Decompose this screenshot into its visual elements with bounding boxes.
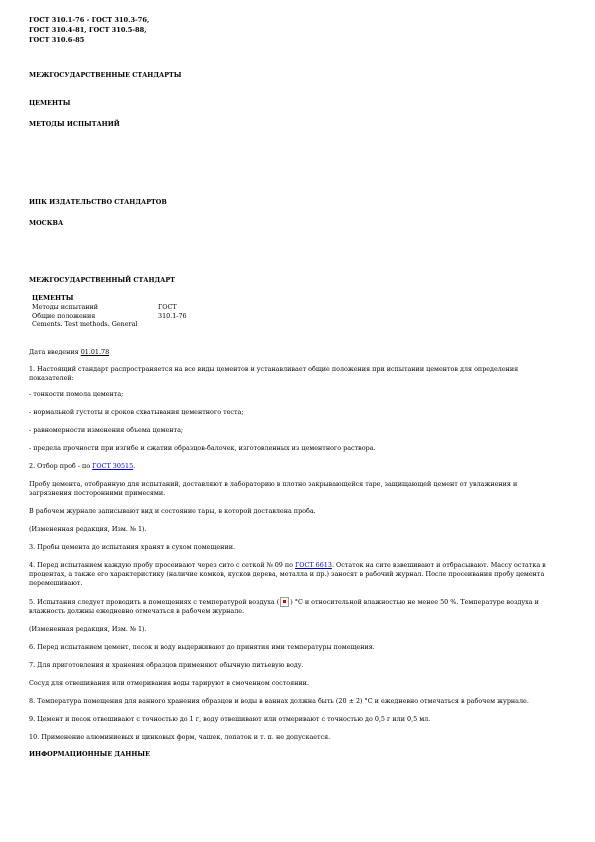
clause-10: 10. Применение алюминиевых и цинковых форм, чашек, лопаток и т. п. не допускается. <box>29 733 331 741</box>
title-block <box>29 294 187 329</box>
title-gost: ГОСТ <box>158 303 177 311</box>
introduction-date <box>29 348 557 357</box>
publisher-name: ИПК ИЗДАТЕЛЬСТВО СТАНДАРТОВ <box>29 198 167 206</box>
clause-6: 6. Перед испытанием цемент, песок и воду выдерживают до принятия ими температуры помещения. <box>29 643 375 651</box>
clause-4 <box>29 561 557 588</box>
title-name: ЦЕМЕНТЫ <box>32 294 74 302</box>
clause-2-end: . <box>133 462 136 470</box>
content <box>29 348 557 759</box>
clause-2-record: В рабочем журнале записывают вид и состояние тары, в которой доставлена проба. <box>29 507 316 515</box>
gost-30515-link[interactable]: ГОСТ 30515 <box>92 462 134 470</box>
header-line: ГОСТ 310.6-85 <box>29 36 85 44</box>
title-number: 310.1-76 <box>158 311 187 320</box>
gost-6613-link[interactable]: ГОСТ 6613 <box>295 561 332 569</box>
publisher-city: МОСКВА <box>29 219 64 227</box>
info-heading: ИНФОРМАЦИОННЫЕ ДАННЫЕ <box>29 750 150 758</box>
date-value: 01.01.78 <box>80 348 110 356</box>
subject-heading: ЦЕМЕНТЫ <box>29 99 71 107</box>
bullet-4: - предела прочности при изгибе и сжатии образцов-балочек, изготовленных из цементного раствора. <box>29 444 376 452</box>
bullet-1: - тонкости помола цемента; <box>29 390 124 398</box>
clause-8: 8. Температура помещения для ванного хранения образцов и воды в ваннах должна быть (20 ± 2) °С и ежедневно отмечаться в рабочем журнале. <box>29 697 529 705</box>
standards-heading: МЕЖГОСУДАРСТВЕННЫЕ СТАНДАРТЫ <box>29 71 182 79</box>
methods-heading: МЕТОДЫ ИСПЫТАНИЙ <box>29 120 120 128</box>
clause-4-rest: . Остаток на сите взвешивают и отбрасывают. Массу остатка в процентах, а также его характеристику (наличие комков, кусков дерева, металла и пр.) заносят в рабочий журнал. После просеивания пробу цемента перемешивают. <box>29 561 546 587</box>
formula-image-icon <box>280 597 289 607</box>
header-block <box>29 15 557 45</box>
clause-3: 3. Пробы цемента до испытания хранят в сухом помещении. <box>29 543 235 551</box>
clause-2-delivery: Пробу цемента, отобранную для испытаний, доставляют в лабораторию в плотно закрывающейся таре, защищающей цемент от увлажнения и загрязнения посторонними примесями. <box>29 480 518 497</box>
amendment-note: (Измененная редакция, Изм. № 1). <box>29 625 147 633</box>
title-general: Общие положения <box>32 311 96 320</box>
clause-5 <box>29 597 557 616</box>
amendment-note: (Измененная редакция, Изм. № 1). <box>29 525 147 533</box>
clause-2-text: 2. Отбор проб - по <box>29 462 91 470</box>
clause-7-vessel: Сосуд для отвешивания или отмеривания воды тарируют в смоченном состоянии. <box>29 679 309 687</box>
clause-9: 9. Цемент и песок отвешивают с точностью до 1 г, воду отвешивают или отмеривают с точностью до 0,5 г или 0,5 мл. <box>29 715 431 723</box>
bullet-3: - равномерности изменения объема цемента; <box>29 426 184 434</box>
clause-7: 7. Для приготовления и хранения образцов применяют обычную питьевую воду. <box>29 661 304 669</box>
title-methods: Методы испытаний <box>32 303 99 311</box>
header-line: ГОСТ 310.4-81, ГОСТ 310.5-88, <box>29 26 147 34</box>
document-body <box>29 14 557 758</box>
clause-5-text: 5. Испытания следует проводить в помещениях с температурой воздуха ( <box>29 598 280 606</box>
title-table <box>32 303 187 329</box>
clause-2 <box>29 462 557 471</box>
header-line: ГОСТ 310.1-76 - ГОСТ 310.3-76, <box>29 16 150 24</box>
clause-5-rest: ) °С и относительной влажностью не менее 50 %. Температуре воздуха и влажность должны ежедневно отмечаться в рабочем журнале. <box>29 598 539 615</box>
bullet-2: - нормальной густоты и сроков схватывания цементного теста; <box>29 408 244 416</box>
clause-4-text: 4. Перед испытанием каждую пробу просеивают через сито с сеткой № 09 по <box>29 561 293 569</box>
date-label: Дата введения <box>29 348 79 356</box>
clause-1: 1. Настоящий стандарт распространяется на все виды цементов и устанавливает общие положения при испытании цементов для определения показателей: <box>29 365 519 382</box>
standard-heading: МЕЖГОСУДАРСТВЕННЫЙ СТАНДАРТ <box>29 276 175 284</box>
title-english: Cements. Test methods. General <box>32 320 138 329</box>
